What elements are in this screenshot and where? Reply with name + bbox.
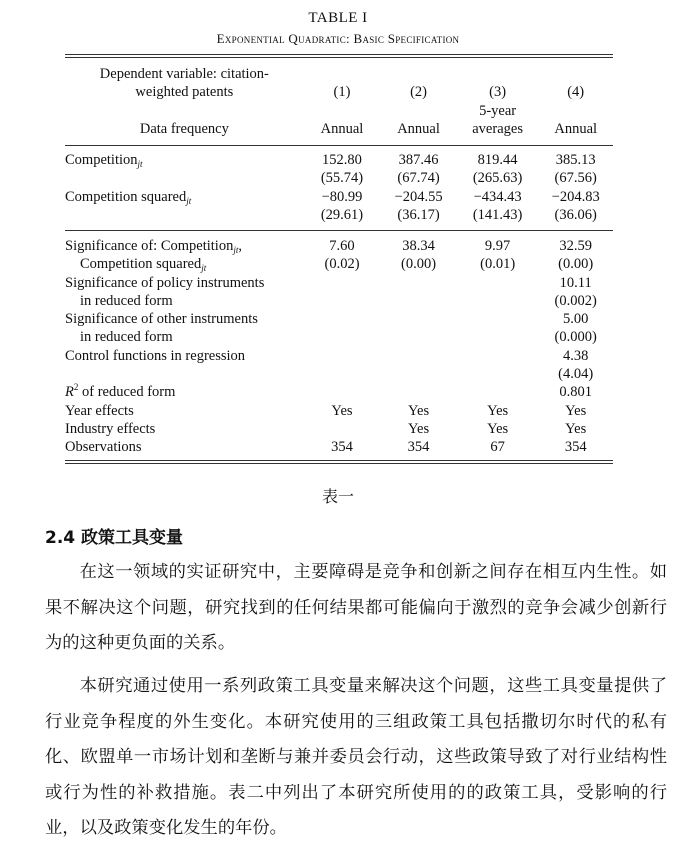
- table-cell: [457, 347, 539, 365]
- section-heading: 2.4 政策工具变量: [45, 528, 184, 548]
- table-cell: 354: [407, 439, 430, 456]
- table-cell: (0.02): [324, 256, 360, 273]
- table-cell: (4.04): [558, 366, 594, 383]
- row-label: Dependent variable: citation-: [99, 66, 269, 82]
- superscript: 2: [73, 382, 79, 393]
- label-text: Competition: [65, 152, 138, 168]
- table-cell: (0.00): [558, 256, 594, 273]
- table-cell: averages: [472, 120, 523, 137]
- table-cell: 5.00: [563, 311, 589, 328]
- table-cell: [457, 292, 539, 310]
- table-row: [65, 120, 613, 138]
- subscript: jt: [186, 195, 192, 206]
- table-title: TABLE I: [308, 10, 368, 26]
- paragraph: 本研究通过使用一系列政策工具变量来解决这个问题，这些工具变量提供了行业竞争程度的外生变化。本研究使用的三组政策工具包括撒切尔时代的私有化、欧盟单一市场计划和垄断与兼并委员会行动，这些政策导致了对行业结构性或行为性的补救措施。表二中列出了本研究所使用的的政策工具，受影响的行业，以及政策变化发生的年份。: [45, 676, 667, 838]
- table-cell: (1): [333, 84, 351, 101]
- table-row: [65, 65, 613, 83]
- table-cell: 0.801: [559, 384, 592, 401]
- table-section-coefficients: [65, 151, 613, 224]
- table-cell: 4.38: [563, 347, 589, 364]
- table-cell: Yes: [408, 402, 430, 419]
- table-cell: (55.74): [320, 170, 364, 187]
- table-cell: [457, 328, 539, 346]
- label-text: Control functions in regression: [65, 347, 246, 364]
- table-cell: 5-year: [479, 102, 517, 119]
- table-cell: [304, 310, 381, 328]
- label-text: in reduced form: [80, 292, 173, 309]
- label-text: Significance of other instruments: [65, 311, 258, 328]
- table-cell: (67.74): [397, 170, 440, 187]
- table-row: [65, 365, 613, 383]
- table-row: [65, 188, 613, 206]
- row-label: [65, 402, 304, 420]
- table-cell: (0.00): [401, 256, 437, 273]
- table-cell: [380, 365, 457, 383]
- table-row: [65, 102, 613, 120]
- table-row: [65, 328, 613, 346]
- table-cell: 152.80: [322, 152, 362, 168]
- table-cell: (141.43): [472, 206, 523, 223]
- table-cell: [304, 292, 381, 310]
- table-bottom-rule: [65, 460, 613, 464]
- row-label: [65, 383, 304, 401]
- table-row: [65, 83, 613, 101]
- table-cell: (29.61): [320, 206, 364, 223]
- table-cell: (4): [567, 84, 585, 101]
- table-cell: [380, 102, 457, 120]
- table-cell: [457, 310, 539, 328]
- label-text: Observations: [65, 439, 142, 456]
- table-row: [65, 420, 613, 438]
- table-cell: Annual: [554, 120, 598, 137]
- row-label: [65, 188, 304, 206]
- table-row: [65, 206, 613, 224]
- table-cell: −204.55: [394, 188, 443, 205]
- table-row: [65, 310, 613, 328]
- table-cell: [380, 383, 457, 401]
- table-cell: (0.01): [480, 256, 516, 273]
- table-cell: [380, 65, 457, 83]
- table-cell: 819.44: [477, 152, 518, 168]
- subscript: jt: [137, 159, 143, 169]
- table-section-diagnostics: [65, 237, 613, 457]
- row-label: [65, 328, 304, 346]
- table-cell: [380, 310, 457, 328]
- row-label: [65, 347, 304, 365]
- row-label: [65, 365, 304, 383]
- table-cell: [380, 274, 457, 292]
- table-cell: (2): [410, 84, 428, 101]
- table-cell: Yes: [331, 402, 353, 419]
- table-cell: [538, 102, 613, 120]
- table-cell: 7.60: [329, 238, 355, 254]
- row-label: Data frequency: [139, 120, 229, 137]
- label-text: in reduced form: [80, 329, 173, 346]
- row-label: [65, 310, 304, 328]
- table-cell: [457, 65, 539, 83]
- table-row: [65, 292, 613, 310]
- table-cell: (3): [489, 84, 507, 101]
- table-cell: 10.11: [559, 274, 592, 291]
- row-label: [65, 255, 304, 273]
- table-cell: [304, 383, 381, 401]
- table-cell: Yes: [487, 402, 509, 419]
- table-cell: 38.34: [402, 238, 435, 254]
- row-label: [65, 438, 304, 456]
- table-cell: Annual: [320, 120, 364, 137]
- table-cell: Yes: [565, 420, 587, 437]
- table-subtitle: Exponential Quadratic: Basic Specification: [216, 31, 460, 46]
- table-cell: Yes: [408, 420, 430, 437]
- table-cell: [304, 102, 381, 120]
- table-cell: 354: [564, 439, 587, 456]
- row-label: [65, 292, 304, 310]
- table-row: [65, 438, 613, 456]
- table-cell: Annual: [397, 120, 440, 137]
- table-cell: 32.59: [559, 238, 592, 254]
- table-header: [65, 65, 613, 138]
- label-text: Competition squared: [80, 256, 202, 273]
- table-cell: [380, 347, 457, 365]
- subscript: jt: [233, 245, 239, 255]
- row-label: [65, 206, 304, 224]
- header-rule: [65, 145, 613, 146]
- table-row: [65, 383, 613, 401]
- table-cell: (67.56): [554, 170, 597, 187]
- table-cell: −434.43: [473, 188, 522, 205]
- row-label: [65, 169, 304, 187]
- table-cell: [380, 292, 457, 310]
- table-row: [65, 169, 613, 187]
- table-row: [65, 402, 613, 420]
- label-suffix: ,: [238, 238, 242, 254]
- table-top-rule: [65, 54, 613, 58]
- table-cell: 354: [331, 439, 353, 456]
- table-cell: (0.000): [554, 329, 597, 346]
- row-label: [65, 151, 304, 169]
- table-cell: [457, 274, 539, 292]
- row-label: [65, 102, 304, 120]
- table-cell: −204.83: [551, 188, 600, 205]
- table-cell: [304, 65, 381, 83]
- table-row: [65, 274, 613, 292]
- table-row: [65, 255, 613, 273]
- table-cell: [304, 328, 381, 346]
- table-cell: [304, 347, 381, 365]
- table-cell: 9.97: [484, 238, 511, 254]
- table-caption: 表一: [321, 487, 354, 506]
- label-text: R: [65, 384, 74, 401]
- table-cell: −80.99: [321, 188, 363, 205]
- table-cell: [380, 328, 457, 346]
- table-cell: 385.13: [555, 152, 596, 168]
- subscript: jt: [201, 263, 207, 274]
- table-cell: [304, 365, 381, 383]
- table-cell: (265.63): [472, 170, 523, 187]
- table-cell: Yes: [487, 420, 509, 437]
- section-rule: [65, 230, 613, 231]
- table-cell: 67: [490, 439, 505, 456]
- label-text: Competition squared: [65, 188, 187, 205]
- row-label: [65, 420, 304, 438]
- table-cell: (36.06): [554, 206, 597, 223]
- table-cell: Yes: [565, 402, 587, 419]
- table-row: [65, 151, 613, 169]
- label-text: Industry effects: [65, 420, 156, 437]
- table-cell: [304, 274, 381, 292]
- label-text: Significance of: Competition: [65, 238, 234, 254]
- table-cell: 387.46: [398, 152, 439, 168]
- row-label: [65, 237, 304, 255]
- paragraph: 在这一领域的实证研究中，主要障碍是竞争和创新之间存在相互内生性。如果不解决这个问题，研究找到的任何结果都可能偏向于激烈的竞争会减少创新行为的这种更负面的关系。: [45, 562, 667, 653]
- table-cell: (0.002): [554, 292, 597, 309]
- label-text: Significance of policy instruments: [65, 274, 265, 291]
- table-cell: (36.17): [397, 206, 440, 223]
- label-suffix: of reduced form: [78, 384, 176, 401]
- row-label: [65, 274, 304, 292]
- table-cell: [457, 365, 539, 383]
- table-cell: [304, 420, 381, 438]
- row-label: weighted patents: [135, 84, 234, 101]
- table-cell: [538, 65, 613, 83]
- table-row: [65, 347, 613, 365]
- label-text: Year effects: [65, 402, 134, 419]
- table-cell: [457, 383, 539, 401]
- table-row: [65, 237, 613, 255]
